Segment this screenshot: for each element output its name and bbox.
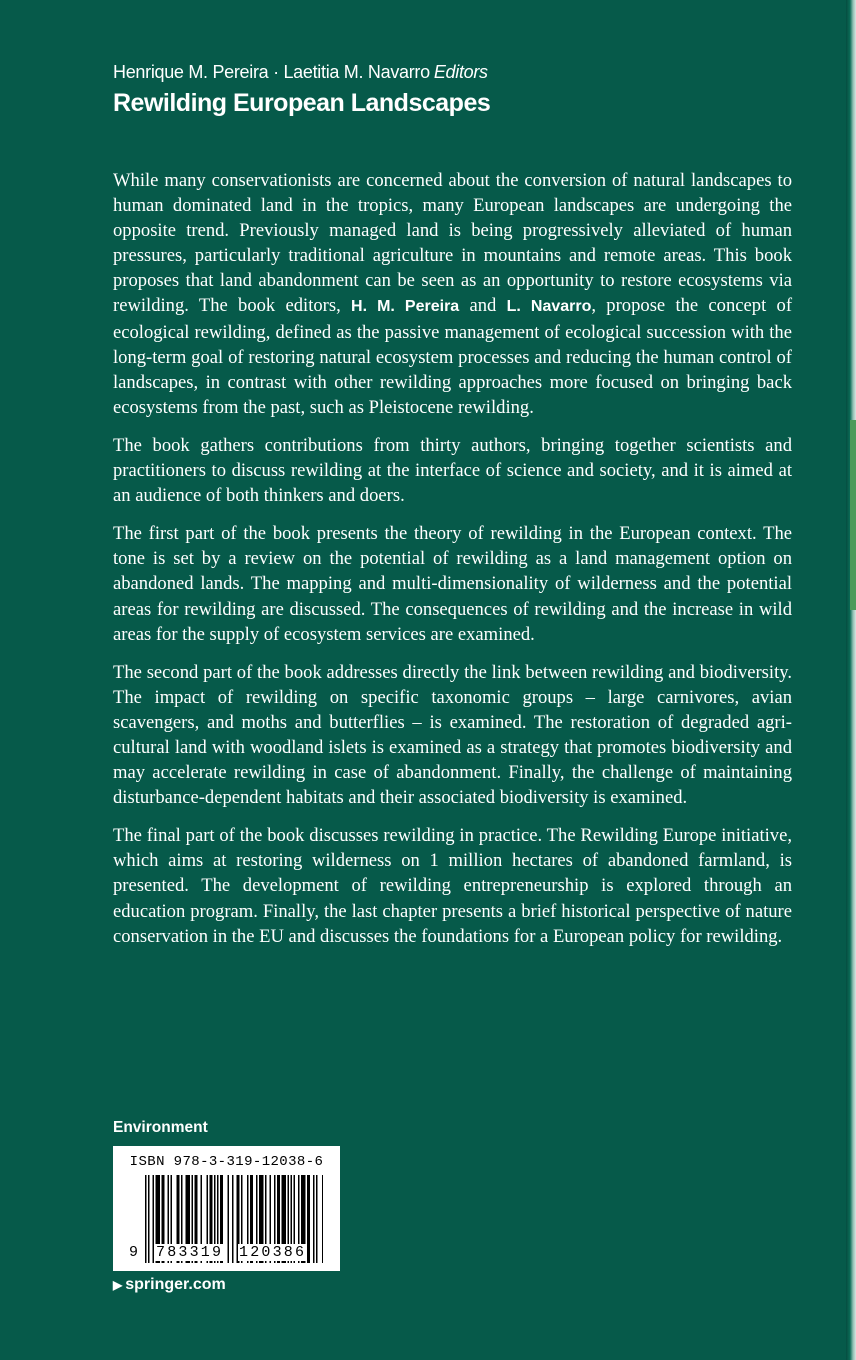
isbn-label: ISBN 978-3-319-12038-6	[129, 1154, 324, 1170]
barcode-bar	[232, 1175, 234, 1263]
spine-edge	[846, 0, 856, 1360]
editors-role: Editors	[433, 62, 488, 82]
book-title: Rewilding European Landscapes	[113, 89, 491, 117]
barcode-bar	[313, 1175, 315, 1263]
editor-name-pereira: H. M. Pereira	[351, 298, 460, 316]
publisher-website[interactable]	[113, 1276, 226, 1294]
blurb-paragraph-5: The final part of the book discusses rewilding in practice. The Rewilding Europe initiative, which aims at restoring wilderness on 1 million hectares of abandoned farmland, is presented. The development of rewilding entrepreneurship is explored through an education program. Finally, the last chapter presents a brief historical perspective of nature conservation in the EU and discusses the foundations for a European policy for rewilding.	[113, 825, 792, 947]
isbn-barcode	[113, 1146, 340, 1271]
barcode-bar	[322, 1175, 323, 1263]
barcode-bar	[153, 1175, 155, 1263]
barcode-bar	[148, 1175, 150, 1263]
barcode-digits-left: 783319	[156, 1244, 224, 1261]
blurb-paragraph-4: The second part of the book addresses directly the link between rewilding and biodiversity. The impact of rewilding on specific taxonomic groups – large carnivores, avian scavengers, and moths and butterflies – is examined. The restoration of degraded agricultural land with woodland islets is examined as a strategy that promotes biodiversity and may accelerate rewilding in case of abandonment. Finally, the challenge of maintaining disturbance-dependent habitats and their associated biodiversity is examined.	[113, 661, 792, 809]
blurb-text: While many conservationists are concerned about the conversion of natural landscapes to human dominated land in the tropics, many European landscapes are undergoing the opposite trend. Previously managed land is being progressively alleviated of human pressures, particularly traditional agriculture in mountains and remote areas. This book proposes that land abandonment can be seen as an opportunity to restore ecosystems via rewilding. The book editors,	[113, 170, 792, 317]
spine-accent-stripe	[850, 420, 856, 610]
blurb-text: and	[469, 295, 497, 317]
blurb-paragraph-1	[113, 168, 792, 420]
arrow-right-icon: ▶	[113, 1278, 123, 1292]
barcode-bar	[307, 1175, 310, 1263]
editor-names: Henrique M. Pereira · Laetitia M. Navarro	[113, 62, 430, 82]
barcode-bar	[228, 1175, 230, 1263]
editors-line	[113, 62, 488, 83]
back-cover-blurb	[113, 168, 792, 962]
barcode-digit-first: 9	[129, 1244, 139, 1261]
editor-name-navarro: L. Navarro	[506, 298, 592, 316]
blurb-text: , propose the concept of ecological rewilding, defined as the passive management of ecological succession with the long-term goal of restoring natural ecosystem processes and reducing the human control of landscapes, in contrast with other rewilding approaches more focused on bringing back ecosystems from the past, such as Pleistocene rewilding.	[113, 295, 793, 418]
subject-category: Environment	[113, 1119, 208, 1136]
blurb-paragraph-2: The book gathers contributions from thirty authors, bringing together scientists and practitioners to discuss rewilding at the interface of science and society, and it is aimed at an audience of both thinkers and doers.	[113, 434, 792, 507]
blurb-paragraph-3: The first part of the book presents the theory of rewilding in the European context. The tone is set by a review on the potential of rewilding as a land management option on abandoned lands. The mapping and multi-dimensionality of wilderness and the potential areas for rewilding are discussed. The consequences of rewilding and the increase in wild areas for the supply of ecosystem services are examined.	[113, 523, 792, 645]
website-label: springer.com	[125, 1276, 226, 1293]
barcode-digits-right: 120386	[239, 1244, 307, 1261]
barcode-bar	[145, 1175, 147, 1263]
barcode-bar	[316, 1175, 318, 1263]
